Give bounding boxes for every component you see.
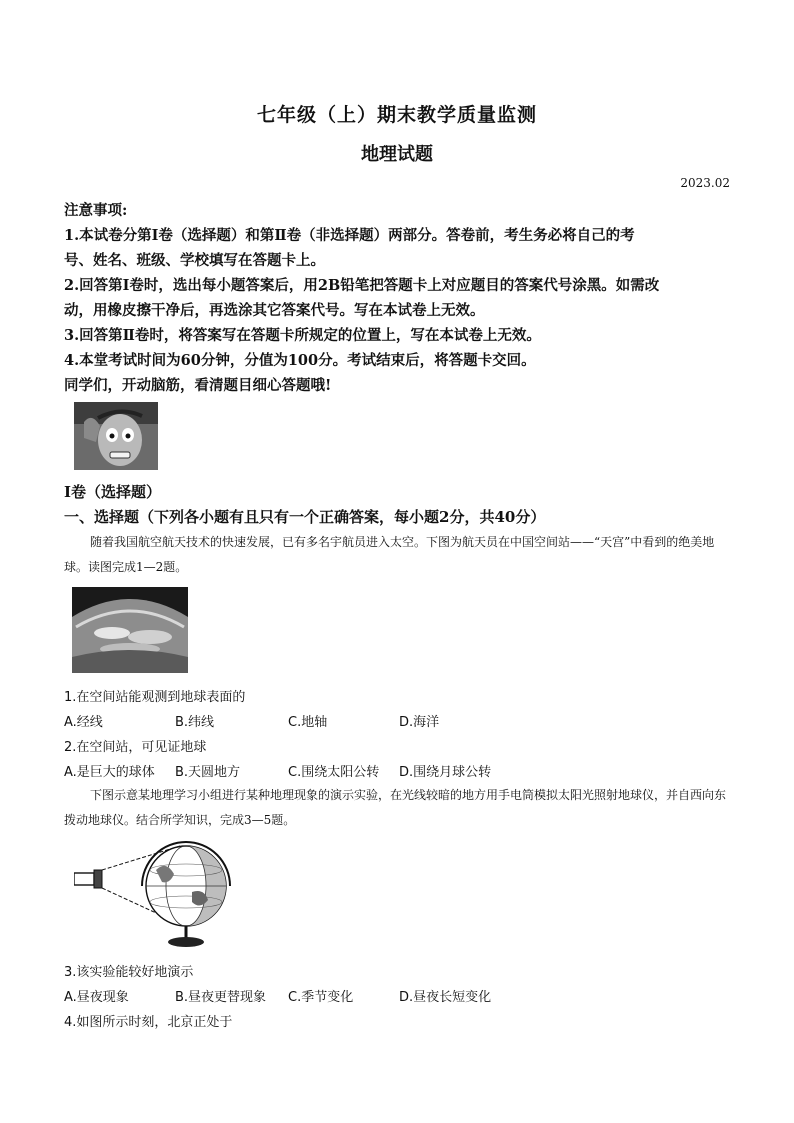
option-c[interactable]: C.季节变化 — [288, 990, 354, 1005]
notes-line: 动，用橡皮擦干净后，再选涂其它答案代号。写在本试卷上无效。 — [64, 302, 485, 319]
cartoon-thinking-image — [74, 402, 158, 470]
option-a[interactable]: A.是巨大的球体 — [64, 765, 155, 780]
notes-line: 号、姓名、班级、学校填写在答题卡上。 — [64, 252, 325, 269]
globe-experiment-figure — [74, 840, 234, 952]
question-3-options — [64, 986, 491, 1005]
exam-subtitle: 地理试题 — [361, 144, 433, 165]
notes-heading: 注意事项: — [64, 202, 128, 219]
option-b[interactable]: B.昼夜更替现象 — [175, 990, 267, 1005]
part1-label: Ⅰ卷（选择题） — [64, 483, 162, 501]
intro-passage-1: 随着我国航空航天技术的快速发展，已有多名宇航员进入太空。下图为航天员在中国空间站——“天宫”中看到的绝美地球。读图完成1—2题。 — [64, 535, 715, 574]
option-a[interactable]: A.经线 — [64, 715, 103, 730]
notes-block — [64, 198, 744, 398]
question-1-stem: 1.在空间站能观测到地球表面的 — [64, 690, 246, 705]
notes-line: 2.回答第Ⅰ卷时，选出每小题答案后，用2B铅笔把答题卡上对应题目的答案代号涂黑。如需改 — [64, 277, 660, 294]
intro-passage-2: 下图示意某地理学习小组进行某种地理现象的演示实验，在光线较暗的地方用手电筒模拟太阳光照射地球仪，并自西向东拨动地球仪。结合所学知识，完成3—5题。 — [64, 788, 727, 827]
question-4-stem: 4.如图所示时刻，北京正处于 — [64, 1015, 233, 1030]
question-3-stem: 3.该实验能较好地演示 — [64, 965, 194, 980]
option-d[interactable]: D.海洋 — [399, 715, 440, 730]
exam-date: 2023.02 — [680, 176, 730, 190]
option-b[interactable]: B.纬线 — [175, 715, 215, 730]
question-1-options — [64, 711, 439, 730]
option-d[interactable]: D.昼夜长短变化 — [399, 990, 492, 1005]
option-a[interactable]: A.昼夜现象 — [64, 990, 129, 1005]
notes-line: 4.本堂考试时间为60分钟，分值为100分。考试结束后，将答题卡交回。 — [64, 352, 536, 369]
notes-line: 同学们，开动脑筋，看清题目细心答题哦! — [64, 377, 332, 394]
notes-line: 1.本试卷分第Ⅰ卷（选择题）和第Ⅱ卷（非选择题）两部分。答卷前，考生务必将自己的考 — [64, 227, 635, 244]
section-title: 一、选择题（下列各小题有且只有一个正确答案，每小题2分，共40分） — [64, 508, 546, 526]
notes-line: 3.回答第Ⅱ卷时，将答案写在答题卡所规定的位置上，写在本试卷上无效。 — [64, 327, 541, 344]
option-b[interactable]: B.天圆地方 — [175, 765, 241, 780]
option-c[interactable]: C.地轴 — [288, 715, 328, 730]
question-2-stem: 2.在空间站，可见证地球 — [64, 740, 207, 755]
question-2-options — [64, 761, 491, 780]
option-d[interactable]: D.围绕月球公转 — [399, 765, 492, 780]
option-c[interactable]: C.围绕太阳公转 — [288, 765, 380, 780]
earth-from-space-image — [72, 587, 188, 673]
exam-title: 七年级（上）期末教学质量监测 — [256, 104, 537, 126]
